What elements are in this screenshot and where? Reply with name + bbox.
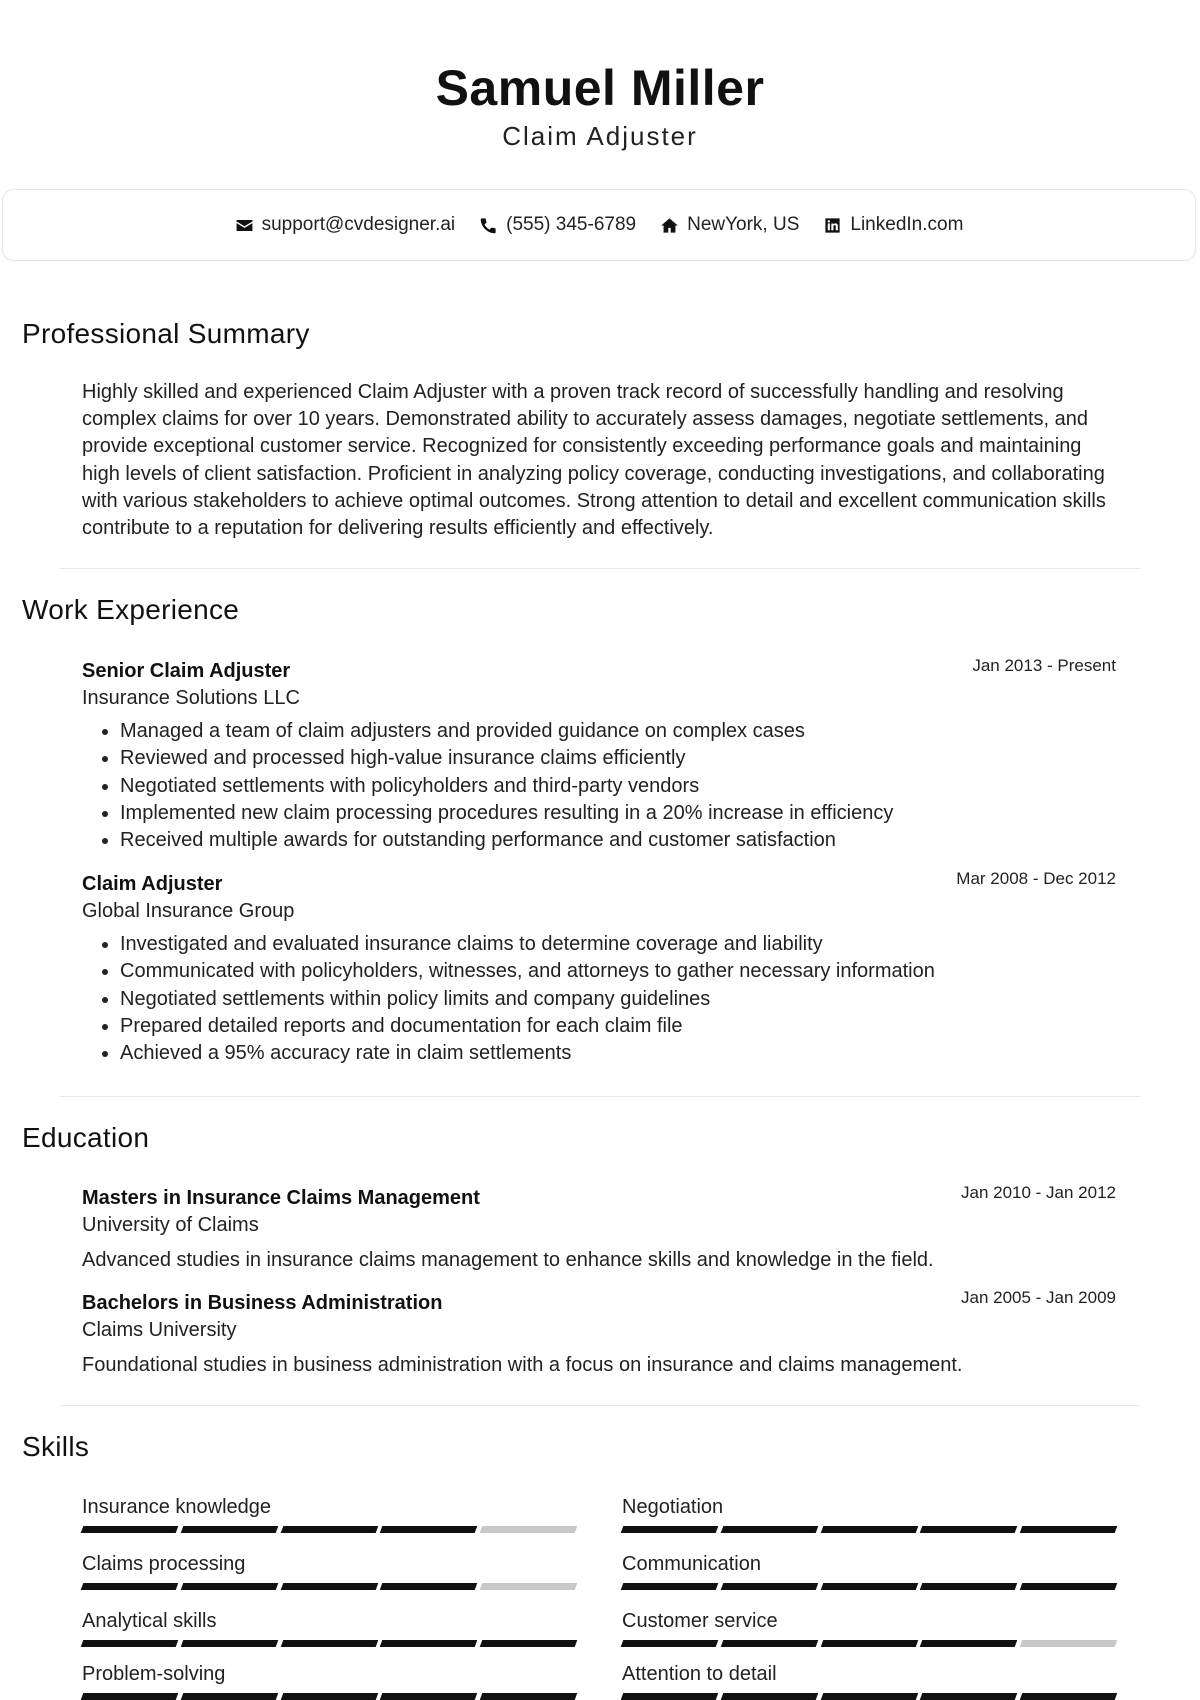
skill-level-segment-filled [920,1526,1017,1533]
skill-level-segment-empty [1020,1640,1117,1647]
skill-name: Attention to detail [622,1663,777,1685]
skill-level-bar [622,1693,1116,1700]
skill-level-bar [82,1693,576,1700]
job-bullets [82,718,1116,854]
job-bullet: • Managed a team of claim adjusters and provided guidance on complex cases [120,718,1116,745]
skill-level-segment-filled [820,1526,917,1533]
skill-level-segment-filled [721,1526,818,1533]
envelope-icon [235,216,254,235]
education-dates: Jan 2010 - Jan 2012 [960,1183,1116,1202]
education-dates: Jan 2005 - Jan 2009 [960,1288,1116,1307]
job-bullet: • Implemented new claim processing procedures resulting in a 20% increase in efficiency [120,800,1116,827]
skill-level-segment-filled [380,1693,477,1700]
skill-level-segment-filled [380,1640,477,1647]
skill-level-segment-filled [280,1640,377,1647]
job-dates: Mar 2008 - Dec 2012 [956,869,1116,888]
contact-email[interactable] [235,214,456,236]
skill-name: Negotiation [622,1496,724,1518]
contact-bar [2,189,1196,261]
school-name: University of Claims [82,1214,259,1236]
skill-name: Claims processing [82,1553,246,1575]
contact-linkedin-text: LinkedIn.com [850,214,964,235]
contact-phone-text: (555) 345-6789 [506,214,637,235]
job-bullet: • Investigated and evaluated insurance claims to determine coverage and liability [120,931,1116,958]
contact-location [660,214,799,236]
skill-level-segment-filled [621,1526,718,1533]
skill-name: Communication [622,1553,761,1575]
linkedin-icon [823,216,842,235]
summary-text: Highly skilled and experienced Claim Adjuster with a proven track record of successfully handling and resolving complex claims for over 10 years. Demonstrated ability to accurately assess damages, negotiate settlements, and provide exceptional customer service. Recognized for consistently exceeding performance goals and maintaining high levels of client satisfaction. Proficient in analyzing policy coverage, conducting investigations, and collaborating with various stakeholders to achieve optimal outcomes. Strong attention to detail and excellent communication skills contribute to a reputation for delivering results efficiently and effectively. [82,381,1106,540]
section-divider [60,1096,1140,1097]
degree-title: Bachelors in Business Administration [82,1292,443,1314]
skill-level-segment-filled [81,1526,178,1533]
skill-level-segment-filled [380,1526,477,1533]
job-dates: Jan 2013 - Present [972,656,1116,675]
home-icon [660,216,679,235]
skill-level-bar [82,1526,576,1533]
skill-level-segment-filled [1020,1693,1117,1700]
skill-level-segment-filled [280,1583,377,1590]
skill-name: Customer service [622,1610,778,1632]
contact-phone[interactable] [479,214,636,236]
job-bullet: • Received multiple awards for outstanding performance and customer satisfaction [120,827,1116,854]
candidate-role: Claim Adjuster [502,121,698,151]
summary-heading: Professional Summary [22,318,310,349]
education-description: Advanced studies in insurance claims management to enhance skills and knowledge in the field. [82,1249,934,1271]
skill-level-segment-filled [820,1693,917,1700]
skill-level-segment-filled [280,1526,377,1533]
skill-level-segment-filled [81,1583,178,1590]
job-bullets [82,931,1116,1067]
skill-level-segment-filled [721,1693,818,1700]
skill-level-segment-filled [920,1640,1017,1647]
education-heading: Education [22,1122,150,1153]
job-bullet: • Negotiated settlements with policyholders and third-party vendors [120,773,1116,800]
job-bullet: • Prepared detailed reports and documentation for each claim file [120,1013,1116,1040]
skill-item [82,1551,576,1590]
school-name: Claims University [82,1319,237,1341]
contact-linkedin[interactable] [823,214,963,236]
skill-level-segment-filled [621,1693,718,1700]
skill-level-segment-filled [181,1583,278,1590]
skill-level-segment-filled [820,1583,917,1590]
skill-level-segment-empty [480,1526,577,1533]
contact-email-text: support@cvdesigner.ai [261,214,456,235]
education-description: Foundational studies in business administration with a focus on insurance and claims management. [82,1354,963,1376]
skill-level-segment-filled [820,1640,917,1647]
skill-level-segment-filled [81,1693,178,1700]
skill-level-segment-filled [1020,1526,1117,1533]
skill-item [622,1608,1116,1647]
skill-level-segment-filled [181,1693,278,1700]
candidate-name: Samuel Miller [435,60,765,116]
skill-name: Analytical skills [82,1610,217,1632]
skill-level-segment-filled [480,1693,577,1700]
skills-heading: Skills [22,1431,90,1462]
contact-location-text: NewYork, US [687,214,800,235]
skill-level-bar [82,1640,576,1647]
job-company: Global Insurance Group [82,900,295,922]
job-title: Senior Claim Adjuster [82,660,291,682]
job-bullet: • Achieved a 95% accuracy rate in claim settlements [120,1040,1116,1067]
job-entry [82,871,1116,1067]
experience-heading: Work Experience [22,594,240,625]
skill-name: Problem-solving [82,1663,226,1685]
job-title: Claim Adjuster [82,873,223,895]
skill-level-bar [622,1640,1116,1647]
skill-level-segment-filled [920,1693,1017,1700]
education-entry [82,1185,1116,1273]
skill-level-segment-filled [1020,1583,1117,1590]
skill-level-segment-filled [621,1583,718,1590]
skill-level-segment-filled [380,1583,477,1590]
skill-level-segment-filled [721,1640,818,1647]
degree-title: Masters in Insurance Claims Management [82,1187,480,1209]
skill-level-segment-filled [621,1640,718,1647]
skill-item [82,1494,576,1533]
education-entry [82,1290,1116,1378]
job-company: Insurance Solutions LLC [82,687,300,709]
job-entry [82,658,1116,854]
job-bullet: • Negotiated settlements within policy limits and company guidelines [120,986,1116,1013]
skill-item [82,1608,576,1647]
skill-level-segment-filled [181,1526,278,1533]
skill-level-segment-filled [480,1640,577,1647]
phone-icon [479,216,498,235]
section-divider [60,1405,1140,1406]
skill-level-segment-filled [81,1640,178,1647]
skill-level-bar [82,1583,576,1590]
skill-level-segment-empty [480,1583,577,1590]
skill-level-segment-filled [280,1693,377,1700]
skill-level-bar [622,1526,1116,1533]
job-bullet: • Communicated with policyholders, witnesses, and attorneys to gather necessary information [120,958,1116,985]
skill-level-bar [622,1583,1116,1590]
job-bullet: • Reviewed and processed high-value insurance claims efficiently [120,745,1116,772]
skill-item [622,1494,1116,1533]
skill-name: Insurance knowledge [82,1496,272,1518]
skill-level-segment-filled [721,1583,818,1590]
skill-level-segment-filled [181,1640,278,1647]
section-divider [60,568,1140,569]
skill-item [82,1661,576,1700]
skill-level-segment-filled [920,1583,1017,1590]
skill-item [622,1661,1116,1700]
skill-item [622,1551,1116,1590]
resume-header [0,0,1200,152]
